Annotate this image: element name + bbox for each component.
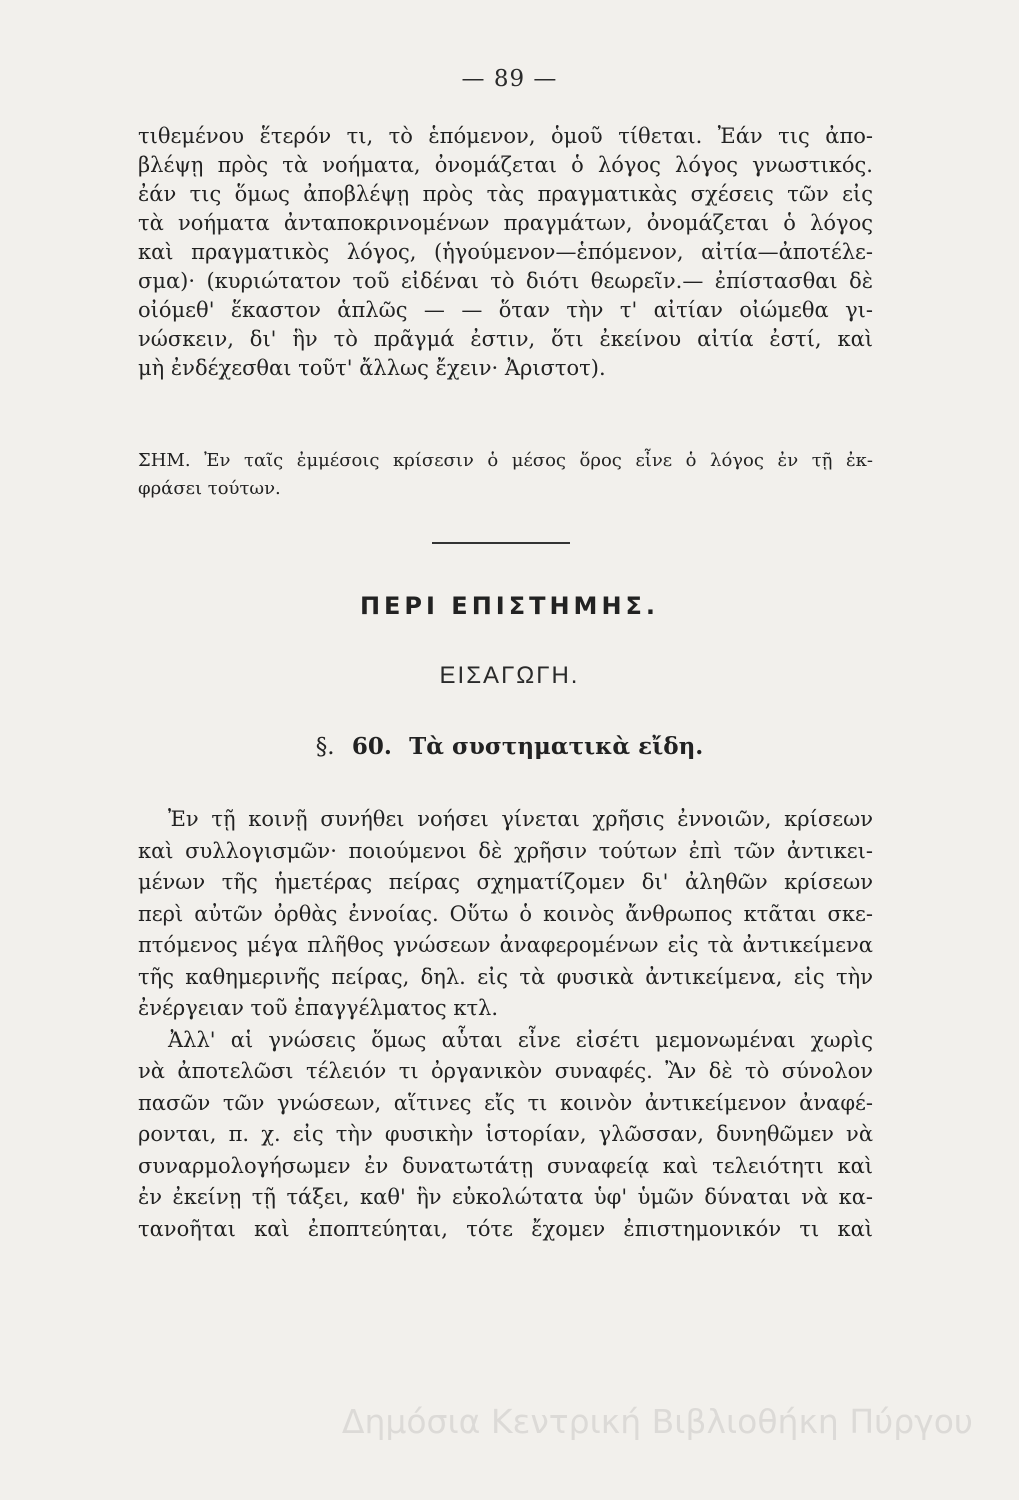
text-line: περὶ αὐτῶν ὀρθὰς ἐννοίας. Οὕτω ὁ κοινὸς ἄνθρωπος κτᾶται σκε- <box>138 901 873 926</box>
note-block <box>138 447 873 503</box>
text-line: τῆς καθημερινῆς πείρας, δηλ. εἰς τὰ φυσικὰ ἀντικείμενα, εἰς τὴν <box>138 964 873 989</box>
text-line: φράσει τούτων. <box>138 478 281 499</box>
paragraph-number: 60. <box>351 733 392 760</box>
page-number: — 89 — <box>461 66 558 92</box>
text-line: ἐν ἐκείνῃ τῇ τάξει, καθ' ἣν εὐκολώτατα ὑφ' ὑμῶν δύναται νὰ κα- <box>138 1185 873 1209</box>
paragraph-heading <box>0 733 1019 760</box>
text-line: τιθεμένου ἕτερόν τι, τὸ ἑπόμενον, ὁμοῦ τίθεται. Ἐάν τις ἀπο- <box>138 124 873 148</box>
text-line: σμα)· (κυριώτατον τοῦ εἰδέναι τὸ διότι θεωρεῖν.— ἐπίστασθαι δὲ <box>138 269 873 293</box>
text-line: συναρμολογήσωμεν ἐν δυνατωτάτῃ συναφείᾳ καὶ τελειότητι καὶ <box>138 1153 873 1178</box>
text-line: μὴ ἐνδέχεσθαι τοῦτ' ἄλλως ἔχειν· Ἀριστοτ). <box>138 356 606 380</box>
text-line: οἰόμεθ' ἕκαστον ἁπλῶς — — ὅταν τὴν τ' αἰτίαν οἰώμεθα γι- <box>138 298 873 322</box>
section-title: ΠΕΡΙ ΕΠΙΣΤΗΜΗΣ. <box>359 592 660 620</box>
text-line: τὰ νοήματα ἀνταποκρινομένων πραγμάτων, ὀνομάζεται ὁ λόγος <box>138 211 873 235</box>
text-line: καὶ πραγματικὸς λόγος, (ἡγούμενον—ἑπόμενον, αἰτία—ἀποτέλε- <box>138 240 873 264</box>
body-text-block <box>138 804 873 1245</box>
top-text-block <box>138 122 873 383</box>
text-line: μένων τῆς ἡμετέρας πείρας σχηματίζομεν δι' ἀληθῶν κρίσεων <box>138 870 873 894</box>
text-line: ρονται, π. χ. εἰς τὴν φυσικὴν ἱστορίαν, γλῶσσαν, δυνηθῶμεν νὰ <box>138 1122 873 1146</box>
library-watermark: Δημόσια Κεντρική Βιβλιοθήκη Πύργου <box>341 1402 973 1441</box>
intro-heading: ΕΙΣΑΓΩΓΗ. <box>439 662 580 689</box>
section-divider <box>432 542 570 544</box>
text-line: Ἀλλ' αἱ γνώσεις ὅμως αὗται εἶνε εἰσέτι μεμονωμέναι χωρὶς <box>168 1027 873 1052</box>
paragraph-title: Τὰ συστηματικὰ εἴδη. <box>409 733 704 760</box>
text-line: ἐάν τις ὅμως ἀποβλέψῃ πρὸς τὰς πραγματικὰς σχέσεις τῶν εἰς <box>138 182 873 206</box>
text-line: πασῶν τῶν γνώσεων, αἵτινες εἴς τι κοινὸν ἀντικείμενον ἀναφέ- <box>138 1090 873 1115</box>
text-line: νώσκειν, δι' ἣν τὸ πρᾶγμά ἐστιν, ὅτι ἐκείνου αἰτία ἐστί, καὶ <box>138 327 873 351</box>
paragraph-symbol: §. <box>315 734 335 760</box>
text-line: καὶ συλλογισμῶν· ποιούμενοι δὲ χρῆσιν τούτων ἐπὶ τῶν ἀντικει- <box>138 838 873 863</box>
text-line: πτόμενος μέγα πλῆθος γνώσεων ἀναφερομένων εἰς τὰ ἀντικείμενα <box>138 933 873 957</box>
text-line: τανοῆται καὶ ἐποπτεύηται, τότε ἔχομεν ἐπιστημονικόν τι καὶ <box>138 1216 873 1241</box>
text-line: ἐνέργειαν τοῦ ἐπαγγέλματος κτλ. <box>138 996 499 1020</box>
text-line: νὰ ἀποτελῶσι τέλειόν τι ὀργανικὸν συναφές. Ἂν δὲ τὸ σύνολον <box>138 1059 873 1083</box>
text-line: βλέψῃ πρὸς τὰ νοήματα, ὀνομάζεται ὁ λόγος λόγος γνωστικός. <box>138 153 873 177</box>
text-line: ΣΗΜ. Ἐν ταῖς ἐμμέσοις κρίσεσιν ὁ μέσος ὅρος εἶνε ὁ λόγος ἐν τῇ ἐκ- <box>138 450 873 471</box>
text-line: Ἐν τῇ κοινῇ συνήθει νοήσει γίνεται χρῆσις ἐννοιῶν, κρίσεων <box>168 807 873 831</box>
